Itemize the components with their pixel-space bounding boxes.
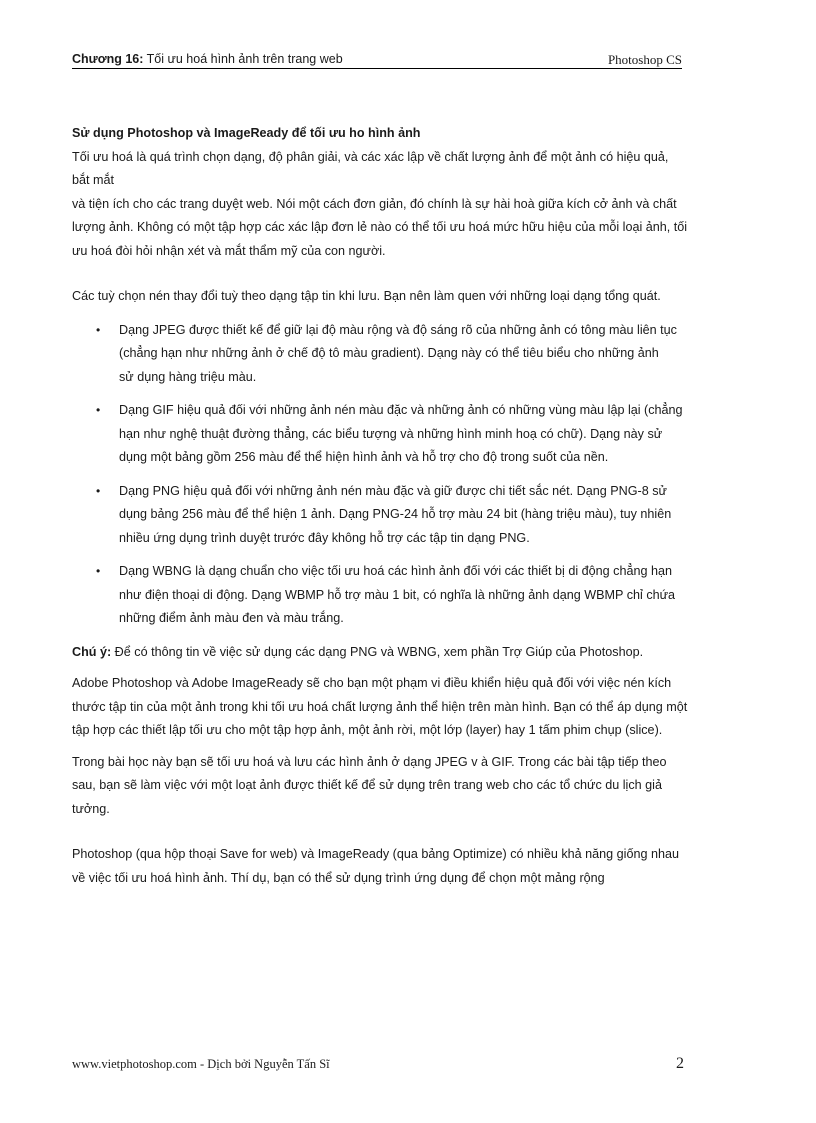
list-item (72, 319, 688, 390)
format-list (72, 319, 688, 631)
options-paragraph: Các tuỳ chọn nén thay đổi tuỳ theo dạng tập tin khi lưu. Bạn nên làm quen với những loại dạng tổng quát. (72, 289, 661, 303)
page-header (72, 51, 682, 69)
bullet-icon: • (96, 483, 101, 498)
bullet-icon: • (96, 564, 101, 578)
list-item (72, 480, 688, 551)
chapter-title (72, 51, 343, 68)
list-item (72, 399, 688, 470)
header-app-name: Photoshop CS (607, 52, 682, 67)
list-item-text: Dạng WBNG là dạng chuẩn cho việc tối ưu hoá các hình ảnh đối với các thiết bị di động chẳng hạn như điện thoại di động. Dạng WBMP hỗ trợ màu 1 bit, có nghĩa là những ảnh dạng WBMP chỉ chứa những điểm ảnh màu đen và màu trắng. (119, 564, 676, 625)
list-item-text: Dạng JPEG được thiết kế để giữ lại độ màu rộng và độ sáng rõ của những ảnh có tông màu liên tục (chẳng hạn như những ảnh ở chế độ tô màu gradient). Dạng này có thể tiêu biểu cho những ảnh (119, 322, 677, 360)
page-body (72, 122, 688, 890)
section-heading: Sử dụng Photoshop và ImageReady để tối ưu ho hình ảnh (72, 126, 421, 140)
list-item-text: Dạng GIF hiệu quả đối với những ảnh nén màu đặc và những ảnh có những vùng màu lập lại (chẳng hạn như nghệ thuật đường thẳng, các biểu tượng và những hình minh hoạ có chữ). Dạng này sử dụng một bảng gồm 256 màu để thể hiện hình ảnh và hỗ trợ cho độ trong suốt của nền. (119, 403, 683, 464)
paragraph-lesson: Trong bài học này bạn sẽ tối ưu hoá và lưu các hình ảnh ở dạng JPEG v à GIF. Trong các bài tập tiếp theo sau, bạn sẽ làm việc với một loạt ảnh được thiết kế để sử dụng trên trang web cho các tổ chức du lịch giả tưởng. (72, 754, 667, 816)
list-item (72, 560, 688, 631)
note-text: Để có thông tin về việc sử dụng các dạng PNG và WBNG, xem phần Trợ Giúp của Photoshop. (111, 644, 644, 659)
paragraph-tools: Photoshop (qua hộp thoại Save for web) và ImageReady (qua bảng Optimize) có nhiều khả năng giống nhau về việc tối ưu hoá hình ảnh. Thí dụ, bạn có thể sử dụng trình ứng dụng để chọn một mảng rộng (72, 847, 680, 885)
intro-line-1: Tối ưu hoá là quá trình chọn dạng, độ phân giải, và các xác lập về chất lượng ảnh để một ảnh có hiệu quả, bắt mắt (72, 149, 669, 187)
paragraph-compression: Adobe Photoshop và Adobe ImageReady sẽ cho bạn một phạm vi điều khiển hiệu quả đối với việc nén kích thước tập tin của một ảnh trong khi tối ưu hoá chất lượng ảnh thể hiện trên màn hình. Bạn có thể áp dụng một tập hợp các thiết lập tối ưu cho một tập hợp ảnh, một ảnh rời, một lớp (layer) hay 1 tấm phim chụp (slice). (72, 676, 688, 737)
page-footer (72, 1055, 684, 1075)
list-item-text-cont: sử dụng hàng triệu màu. (119, 369, 257, 384)
intro-line-2: và tiện ích cho các trang duyệt web. Nói một cách đơn giản, đó chính là sự hài hoà giữa kích cở ảnh và chất lượng ảnh. Không có một tập hợp các xác lập đơn lẻ nào có thể tối ưu hoá mức hữu hiệu của mỗi loại ảnh, tối ưu hoá đòi hỏi nhận xét và mắt thẩm mỹ của con người. (72, 196, 688, 258)
bullet-icon: • (96, 322, 101, 337)
note-paragraph (72, 641, 688, 665)
note-label: Chú ý: (72, 644, 112, 659)
footer-source: www.vietphotoshop.com - Dịch bởi Nguyễn Tấn Sĩ (72, 1057, 330, 1071)
chapter-label: Chương 16: (72, 52, 144, 66)
page-number: 2 (676, 1055, 684, 1072)
bullet-icon: • (96, 403, 101, 417)
list-item-text: Dạng PNG hiệu quả đối với những ảnh nén màu đặc và giữ được chi tiết sắc nét. Dạng PNG-8 sử dụng bảng 256 màu để thể hiện 1 ảnh. Dạng PNG-24 hỗ trợ màu 24 bit (hàng triệu màu), tuy nhiên nhiều ứng dụng trình duyệt trước đây không hỗ trợ các tập tin dạng PNG. (119, 483, 672, 545)
chapter-title-text: Tối ưu hoá hình ảnh trên trang web (143, 52, 343, 66)
